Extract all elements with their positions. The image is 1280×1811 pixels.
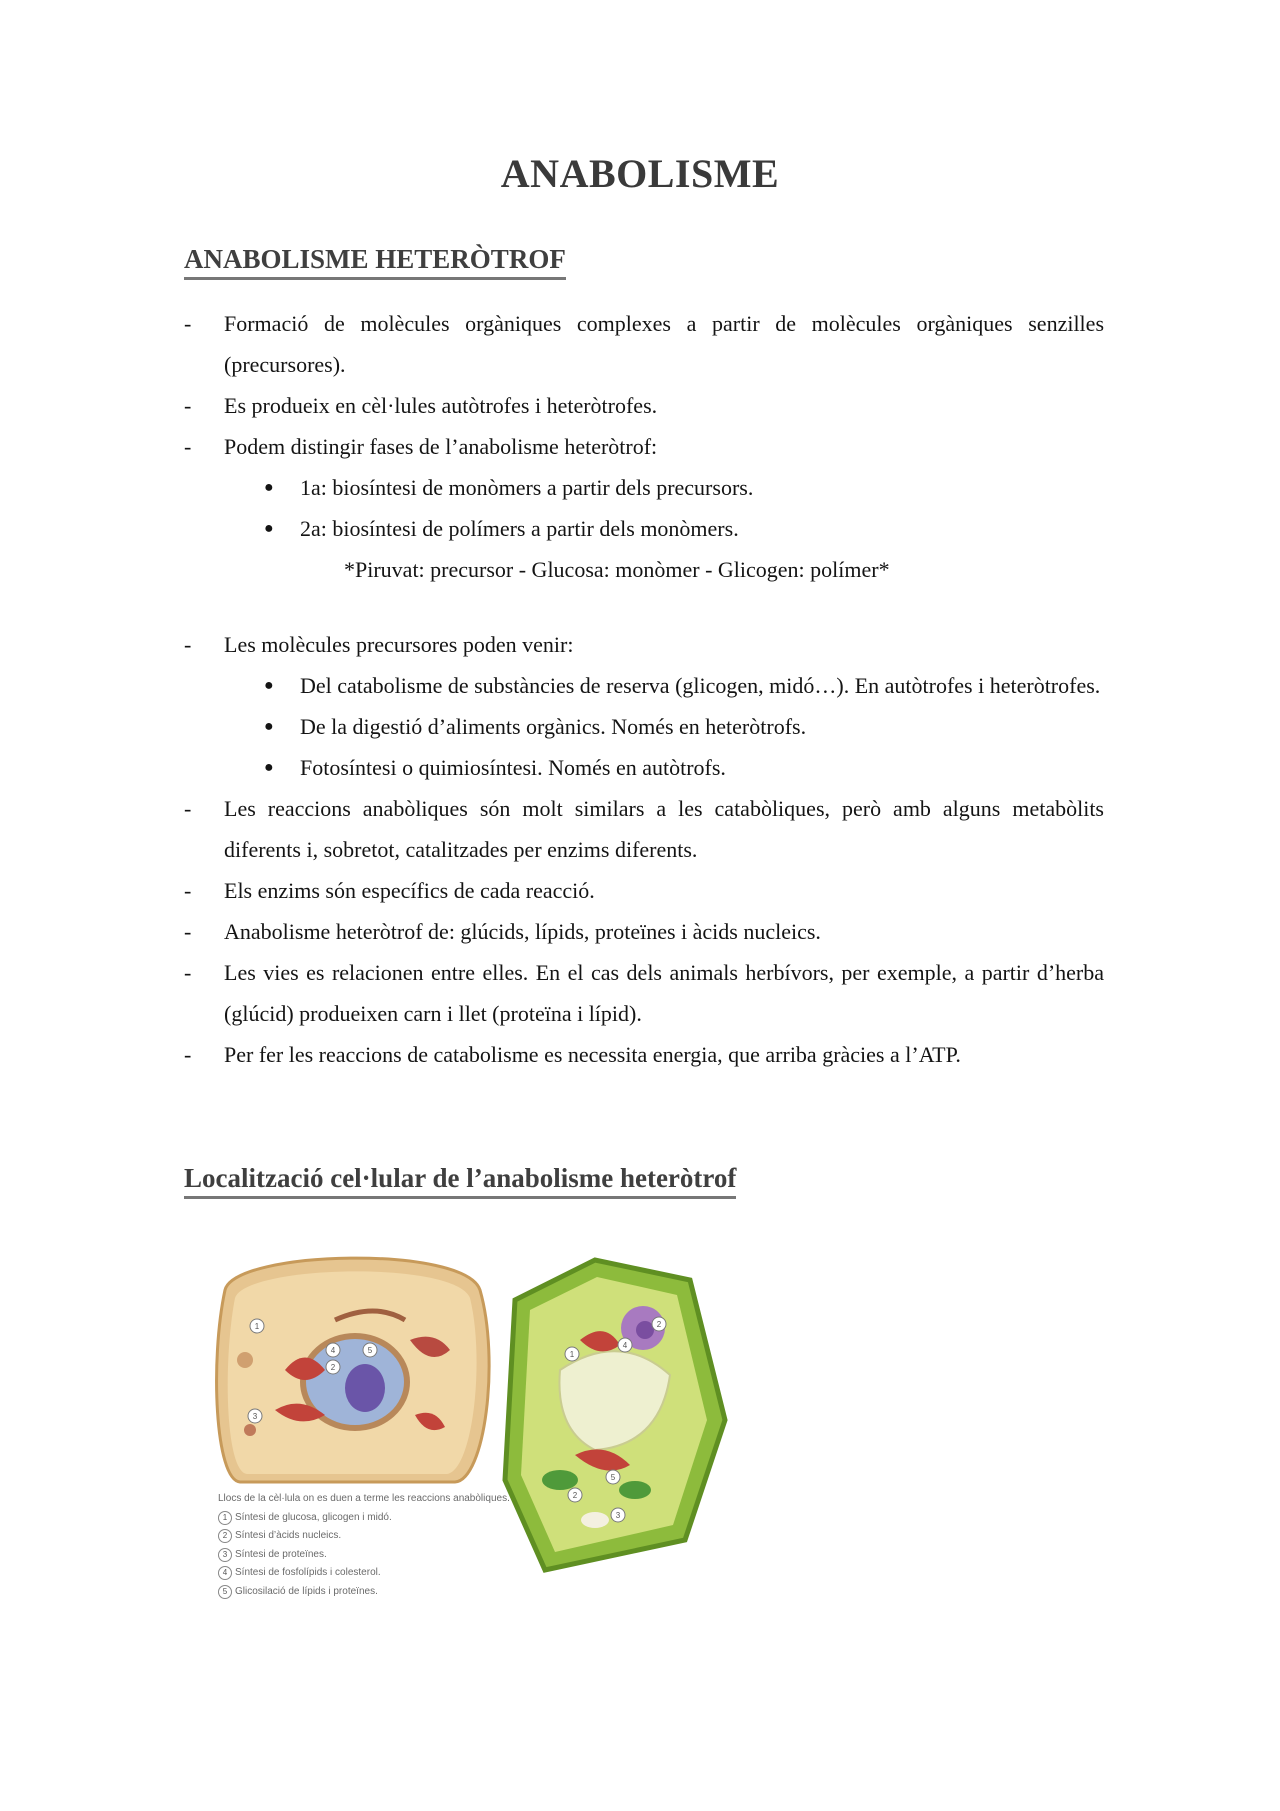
dash-marker: - [184,960,192,985]
section-heading-heterotrophic: ANABOLISME HETERÒTROF [184,244,566,280]
dash-marker: - [184,632,192,657]
legend-number: 3 [218,1548,232,1562]
bullet-marker: ● [264,520,274,537]
marker-2: 2 [572,1491,578,1500]
marker-1: 1 [569,1350,575,1359]
phase-text: 1a: biosíntesi de monòmers a partir dels precursors. [300,475,754,500]
list-item [184,385,1104,426]
bullet-marker: ● [264,479,274,496]
marker-3: 3 [615,1511,621,1520]
marker-1: 1 [254,1322,260,1331]
phase-item [184,508,1104,549]
list-item [184,303,1104,385]
list-item-text: Els enzims són específics de cada reacció. [224,878,595,903]
list-item [184,952,1104,1034]
animal-cell-image [217,1258,490,1482]
precursor-source-item [184,706,1104,747]
bullet-marker: ● [264,718,274,735]
list-item [184,624,1104,665]
marker-5: 5 [610,1473,616,1482]
legend-item [218,1509,510,1528]
list-item [184,870,1104,911]
marker-2: 2 [330,1363,336,1372]
marker-2: 2 [656,1320,662,1329]
dash-marker: - [184,311,192,336]
plant-cell-image [505,1260,725,1570]
bullet-marker: ● [264,759,274,776]
precursor-source-text: Fotosíntesi o quimiosíntesi. Només en autòtrofs. [300,755,726,780]
dash-marker: - [184,1042,192,1067]
list-item [184,1034,1104,1075]
dash-marker: - [184,796,192,821]
precursor-source-item [184,747,1104,788]
list-item-text: Es produeix en cèl·lules autòtrofes i heteròtrofes. [224,393,658,418]
legend-number: 1 [218,1511,232,1525]
legend-text: Glicosilació de lípids i proteïnes. [235,1585,378,1597]
marker-4: 4 [622,1341,628,1350]
legend-text: Síntesi de proteïnes. [235,1548,327,1560]
legend-number: 5 [218,1585,232,1599]
marker-4: 4 [330,1346,336,1355]
figure-caption-title: Llocs de la cèl·lula on es duen a terme les reaccions anabòliques. [218,1493,510,1504]
legend-item [218,1546,510,1565]
section-body [184,303,1104,1075]
list-item-text: Per fer les reaccions de catabolisme es necessita energia, que arriba gràcies a l’ATP. [224,1042,961,1067]
dash-marker: - [184,878,192,903]
section-heading-localization: Localització cel·lular de l’anabolisme heteròtrof [184,1163,736,1199]
dash-marker: - [184,919,192,944]
bullet-marker: ● [264,677,274,694]
list-item-text: Les vies es relacionen entre elles. En el cas dels animals herbívors, per exemple, a partir d’herba (glúcid) produeixen carn i llet (proteïna i lípid). [224,960,1104,1026]
list-item-text: Anabolisme heteròtrof de: glúcids, lípids, proteïnes i àcids nucleics. [224,919,821,944]
list-item-text: Les reaccions anabòliques són molt similars a les catabòliques, però amb alguns metabòlits diferents i, sobretot, catalitzades per enzims diferents. [224,796,1104,862]
dash-marker: - [184,434,192,459]
marker-3: 3 [252,1412,258,1421]
marker-5: 5 [367,1346,373,1355]
precursor-source-item [184,665,1104,706]
legend-text: Síntesi de glucosa, glicogen i midó. [235,1511,392,1523]
list-item-text: Les molècules precursores poden venir: [224,632,574,657]
list-item [184,911,1104,952]
legend-number: 4 [218,1566,232,1580]
legend-number: 2 [218,1529,232,1543]
legend-item [218,1527,510,1546]
list-item [184,426,1104,467]
phase-note: *Piruvat: precursor - Glucosa: monòmer - Glicogen: polímer* [344,557,890,582]
legend-text: Síntesi de fosfolípids i colesterol. [235,1567,381,1578]
legend-item [218,1583,510,1602]
precursor-source-text: Del catabolisme de substàncies de reserva (glicogen, midó…). En autòtrofes i heteròtrofes. [300,673,1101,698]
precursor-source-text: De la digestió d’aliments orgànics. Només en heteròtrofs. [300,714,807,739]
phase-text: 2a: biosíntesi de polímers a partir dels monòmers. [300,516,739,541]
phase-item [184,467,1104,508]
legend-text: Síntesi d’àcids nucleics. [235,1530,342,1541]
list-item-text: Podem distingir fases de l’anabolisme heteròtrof: [224,434,658,459]
dash-marker: - [184,393,192,418]
figure-caption [218,1490,510,1601]
list-item-text: Formació de molècules orgàniques complexes a partir de molècules orgàniques senzilles (precursores). [224,311,1104,377]
list-item [184,788,1104,870]
legend-item [218,1564,510,1583]
page-title: ANABOLISME [500,151,780,196]
